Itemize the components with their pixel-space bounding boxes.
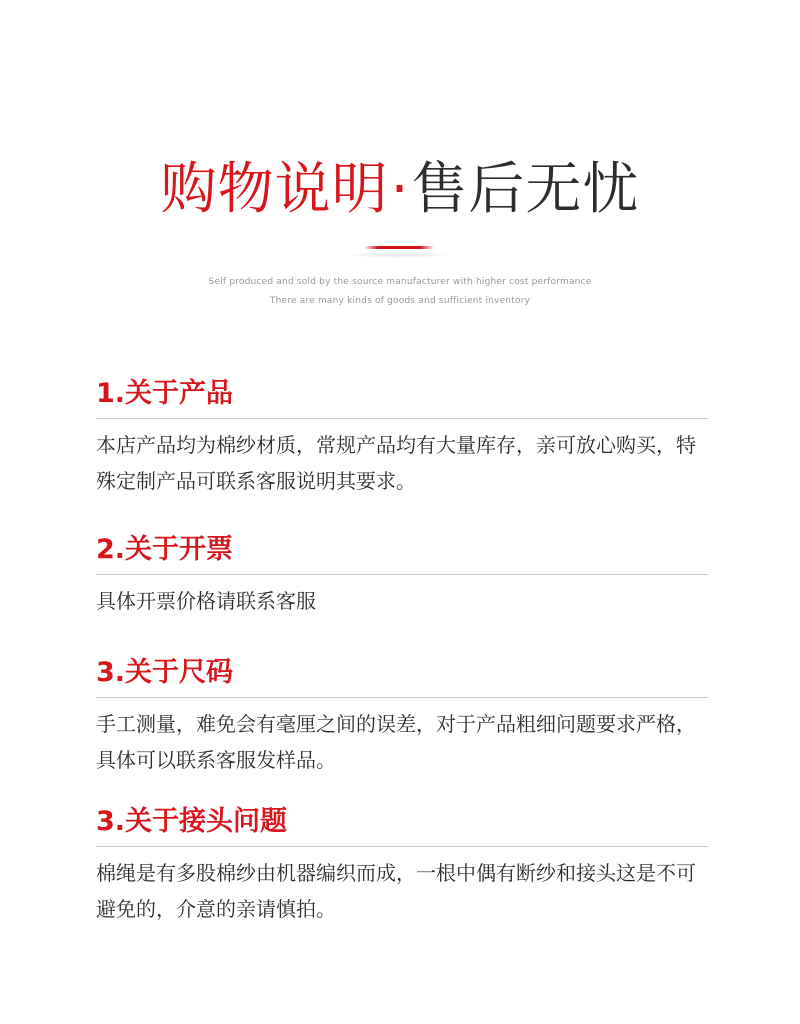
section-title: 1.关于产品 <box>96 378 234 409</box>
section-divider <box>96 846 708 847</box>
section-body: 手工测量，难免会有毫厘之间的误差，对于产品粗细问题要求严格，具体可以联系客服发样品。 <box>96 712 696 772</box>
subtitle-line-1: Self produced and sold by the source manufacturer with higher cost performance <box>208 277 592 287</box>
page-title-red-part: 购物说明 <box>160 157 389 222</box>
section-about-joints <box>96 804 708 927</box>
section-body: 本店产品均为棉纱材质，常规产品均有大量库存，亲可放心购买，特殊定制产品可联系客服说明其要求。 <box>96 433 696 493</box>
section-body: 棉绳是有多股棉纱由机器编织而成，一根中偶有断纱和接头这是不可避免的，介意的亲请慎拍。 <box>96 861 696 921</box>
section-divider <box>96 574 708 575</box>
page-title-dark-part: 售后无忧 <box>411 157 640 222</box>
section-about-invoice <box>96 532 708 619</box>
section-divider <box>96 418 708 419</box>
section-divider <box>96 697 708 698</box>
title-accent-line <box>364 246 434 249</box>
page-title-dot: · <box>390 157 410 222</box>
subtitle-line-2: There are many kinds of goods and sufficient inventory <box>269 296 531 306</box>
section-about-product <box>96 376 708 499</box>
section-body: 具体开票价格请联系客服 <box>96 589 316 613</box>
section-title: 2.关于开票 <box>96 534 234 565</box>
page-title <box>0 150 800 230</box>
section-title: 3.关于接头问题 <box>96 806 288 837</box>
section-about-size <box>96 655 708 778</box>
title-accent-shadow <box>340 252 458 258</box>
header <box>0 0 800 320</box>
section-title: 3.关于尺码 <box>96 657 234 688</box>
